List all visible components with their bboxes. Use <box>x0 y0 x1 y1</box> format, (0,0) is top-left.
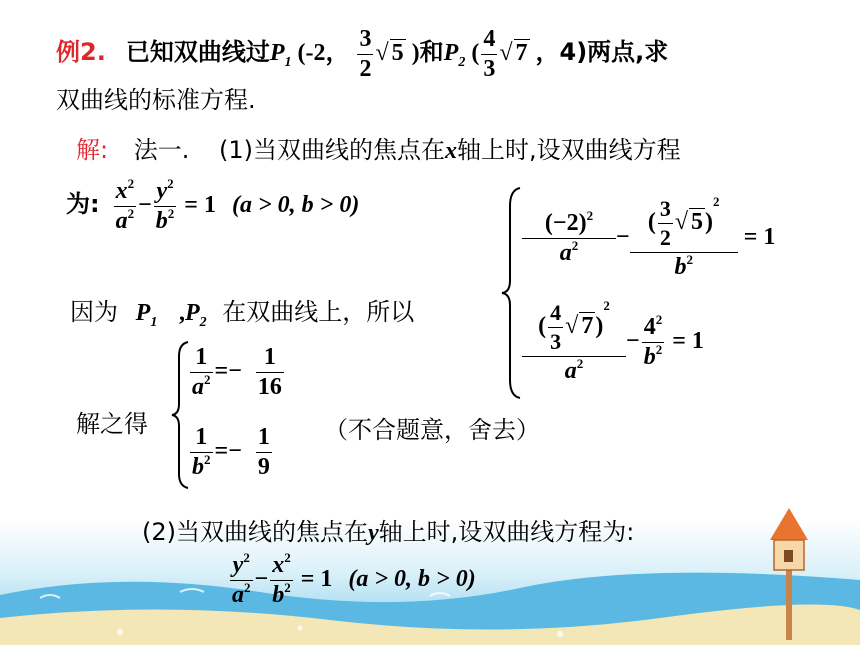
sqrt-symbol-icon: √ <box>499 40 513 67</box>
condition: (a > 0, b > 0) <box>231 192 360 219</box>
equation-y-axis: $\frac{y^2}{a^2}$ − $\frac{x^2}{b^2}$ = 1 (a > 0, b > 0) <box>232 550 476 608</box>
sqrt-symbol-icon: √ <box>375 40 389 67</box>
point-p1: $P_1$ <box>269 40 292 70</box>
fraction-x2-a2: $\frac{x^2}{a^2}$ <box>115 176 135 234</box>
example-text: 已知双曲线过 <box>125 38 270 67</box>
because-line: 因为 $P_1$ $,P_2$ 在双曲线上，所以 <box>70 298 415 330</box>
case1-var: x <box>445 138 458 164</box>
p2-root: 7 <box>515 40 528 67</box>
case2-line <box>142 512 634 547</box>
system-brace-left <box>170 340 190 490</box>
point-p2: $P_2$ <box>443 40 466 70</box>
example-line-2: 双曲线的标准方程. <box>56 86 256 114</box>
example-line-1 <box>56 26 668 83</box>
case2-rest: 轴上时,设双曲线方程为: <box>378 518 635 546</box>
p2-fraction: $\frac{4}{3}$ <box>483 26 496 82</box>
p2-coords-open: ( <box>471 40 480 67</box>
solution-eq-1: $\frac{1}{a^2}$ =− $\frac{1}{16}$ <box>192 344 282 400</box>
solve-label: 解之得 <box>76 410 148 438</box>
solution-eq-2: $\frac{1}{b^2}$ =− $\frac{1}{9}$ <box>192 424 270 480</box>
system-eq-2: ( $\frac{4}{3}$ √ 7)$^2$ $a^2$ − $\frac{4^2}{b^2}$ = 1 <box>522 300 704 385</box>
case2-var: y <box>368 520 379 546</box>
point-p2-ref: $P_2$ <box>184 300 207 330</box>
case1-rest: 轴上时,设双曲线方程 <box>457 136 681 164</box>
solution-line <box>76 130 681 165</box>
case1-text: (1)当双曲线的焦点在 <box>219 136 446 164</box>
p2-coords-close: ，4)两点,求 <box>535 38 669 67</box>
solution-label: 解: <box>76 136 109 164</box>
reject-note: （不合题意，舍去） <box>324 416 540 444</box>
eq-prefix: 为: <box>66 190 100 219</box>
p1-coords-open: (-2， <box>297 40 350 67</box>
case2-text: (2)当双曲线的焦点在 <box>142 518 368 546</box>
method-label: 法一. <box>133 136 190 164</box>
example-label: 例2. <box>56 38 106 67</box>
p1-root: 5 <box>391 40 404 67</box>
p1-coords-close: )和 <box>411 40 444 67</box>
fraction-y2-b2: $\frac{y^2}{b^2}$ <box>155 176 175 234</box>
system-eq-1: $\frac{(-2)^2}{a^2}$ − ( $\frac{3}{2}$ √ 5)$^2$ $b^2$ = 1 <box>522 196 775 281</box>
p1-fraction: $\frac{3}{2}$ <box>359 26 372 82</box>
point-p1-ref: $P_1$ <box>135 300 158 330</box>
system-brace-right <box>500 186 522 400</box>
equation-x-axis: 为: $\frac{x^2}{a^2}$ − $\frac{y^2}{b^2}$ = 1 (a > 0, b > 0) <box>66 176 360 234</box>
